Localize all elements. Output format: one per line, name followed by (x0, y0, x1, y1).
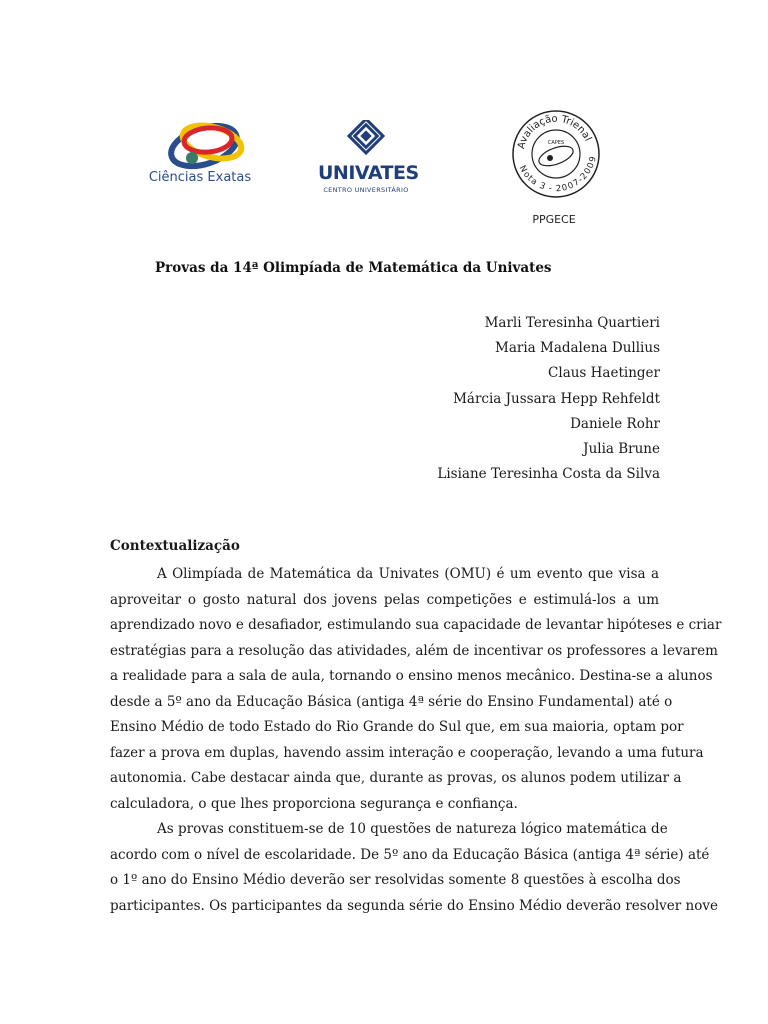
paragraph-line: Ensino Médio de todo Estado do Rio Grande do Sul que, em sua maioria, optam por (110, 719, 684, 735)
univates-logo (318, 120, 419, 206)
paragraph-line: acordo com o nível de escolaridade. De 5º ano da Educação Básica (antiga 4ª série) até (110, 846, 710, 863)
paragraph-line: participantes. Os participantes da segunda série do Ensino Médio deverão resolver nove (110, 897, 718, 914)
author-name: Claus Haetinger (548, 365, 660, 382)
paragraph-line: estratégias para a resolução das atividades, além de incentivar os professores a levarem (110, 642, 718, 659)
seal-text-mid: CAPES (547, 140, 565, 146)
paragraph-line: aproveitar o gosto natural dos jovens pelas competições e estimulá-los a um (110, 591, 659, 608)
paragraph-line: o 1º ano do Ensino Médio deverão ser resolvidas somente 8 questões à escolha dos (110, 872, 681, 888)
paragraph-line: autonomia. Cabe destacar ainda que, durante as provas, os alunos podem utilizar a (110, 770, 682, 786)
paragraph-line: fazer a prova em duplas, havendo assim interação e cooperação, levando a uma futura (110, 744, 704, 761)
paragraph-line: desde a 5º ano da Educação Básica (antiga 4ª série do Ensino Fundamental) até o (110, 693, 673, 710)
paragraph-line: calculadora, o que lhes proporciona segurança e confiança. (110, 795, 518, 812)
author-name: Márcia Jussara Hepp Rehfeldt (453, 390, 660, 407)
paragraph-line: aprendizado novo e desafiador, estimulando sua capacidade de levantar hipóteses e criar (110, 617, 722, 633)
author-name: Lisiane Teresinha Costa da Silva (437, 466, 660, 483)
logo-bar (0, 108, 768, 208)
ciencias-exatas-label: Ciências Exatas (148, 170, 252, 185)
paragraph-line: A Olimpíada de Matemática da Univates (OMU) é um evento que visa a (157, 566, 659, 582)
seal-orbit-icon (536, 142, 575, 169)
document-title: Provas da 14ª Olimpíada de Matemática da Univates (155, 260, 552, 276)
program-label: PPGECE (532, 213, 576, 226)
seal-text-bottom: Nota 3 - 2007-2009 (516, 155, 599, 195)
capes-seal (510, 108, 602, 200)
univates-name: UNIVATES (318, 162, 419, 184)
ciencias-exatas-logo (148, 112, 256, 196)
seal-text-top: Avaliação Trienal (516, 113, 594, 151)
author-name: Julia Brune (583, 440, 660, 457)
author-name: Daniele Rohr (570, 415, 660, 432)
author-name: Marli Teresinha Quartieri (484, 315, 660, 331)
paragraph-line: a realidade para a sala de aula, tornando o ensino menos mecânico. Destina-se a alunos (110, 668, 713, 684)
author-list (437, 311, 660, 487)
univates-subtitle: CENTRO UNIVERSITÁRIO (323, 186, 409, 194)
section-heading: Contextualização (110, 538, 240, 554)
paragraph-line: As provas constituem-se de 10 questões de natureza lógico matemática de (157, 821, 668, 837)
author-name: Maria Madalena Dullius (495, 340, 660, 357)
body-text (110, 562, 722, 919)
ciencias-exatas-emblem-icon (160, 112, 256, 172)
univates-emblem-icon (318, 120, 414, 162)
